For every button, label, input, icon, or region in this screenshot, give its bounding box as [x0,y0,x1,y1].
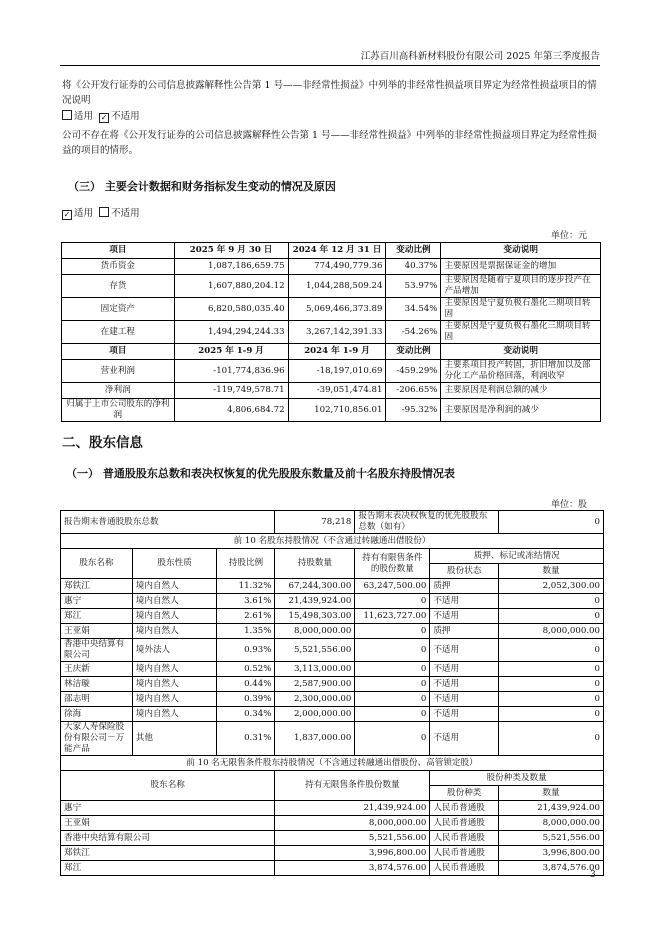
table-cell: 21,439,924.00 [499,801,604,816]
table-row [62,399,601,422]
nonrecurring-intro: 将《公开发行证券的公司信息披露解释性公告第 1 号——非经常性损益》中列举的非经常性损益项目界定为经常性损益项目的情况说明 [62,80,597,106]
section3-options [62,206,602,221]
table-row [61,861,604,876]
table-cell: 1,837,000.00 [275,722,355,756]
section-row [61,756,604,771]
shareholders-table [60,510,604,876]
option-yes: 适用 [74,111,94,122]
table-cell: 5,069,466,373.89 [288,298,386,321]
holder-name: 王亚娟 [61,816,275,831]
table-row [61,801,604,816]
table-cell: -39,051,474.81 [288,383,386,399]
table-cell: 不适用 [430,677,499,692]
table-row [62,360,601,383]
table-row [61,677,604,692]
table-cell: 3,113,000.00 [275,662,355,677]
table-row [61,846,604,861]
table-cell: 63,247,500.00 [355,579,430,594]
table-row [61,692,604,707]
table-cell: 质押 [430,579,499,594]
table-cell: 主要系项目投产转固，折旧增加以及部分化工产品价格回落，利润收窄 [441,360,601,383]
column-header: 持有有限售条件的股份数量 [355,549,430,579]
table-header-row [62,344,601,360]
table-cell: 境内自然人 [132,662,217,677]
table-cell: -459.29% [386,360,441,383]
table-cell: 11,623,727.00 [355,609,430,624]
table-cell: 境内自然人 [132,707,217,722]
column-header: 股份种类 [430,786,499,801]
table-cell: 不适用 [430,692,499,707]
table-row [61,662,604,677]
holder-name: 惠宁 [61,594,133,609]
row-label: 存货 [62,275,175,298]
table-cell: 主要原因是宁夏负极石墨化三期项目转固 [441,321,601,344]
table-cell: 0.44% [217,677,275,692]
page-number: 3 [590,870,596,880]
table-cell: 0 [499,692,604,707]
holder-name: 郑铁江 [61,579,133,594]
table-cell: 人民币普通股 [430,831,499,846]
table-cell: 3,874,576.00 [499,861,604,876]
column-header: 股份种类及数量 [430,771,604,786]
checkbox-empty-icon [99,207,109,217]
table-cell: 5,521,556.00 [275,639,355,662]
table-cell: 3.61% [217,594,275,609]
table-cell: 其他 [132,722,217,756]
table-cell: 人民币普通股 [430,816,499,831]
column-header: 股东名称 [61,771,275,801]
section-one-unit: 单位：股 [551,500,588,510]
table-cell: 不适用 [430,609,499,624]
checkbox-checked-icon: ✓ [100,113,108,122]
table-cell: 0 [355,722,430,756]
row-label: 净利润 [62,383,175,399]
holder-name: 香港中央结算有限公司 [61,639,133,662]
table-row [61,579,604,594]
column-header: 项目 [62,344,175,360]
table-cell: 0 [355,624,430,639]
column-header: 股东名称 [61,549,133,579]
column-header: 持有无限售条件股份数量 [275,771,430,801]
table-cell: 0.34% [217,707,275,722]
table-cell: 0.39% [217,692,275,707]
table-row [62,259,601,275]
table-cell: 1.35% [217,624,275,639]
table-cell: 0 [355,662,430,677]
column-header: 质押、标记或冻结情况 [430,549,604,564]
table-cell: 境内自然人 [132,609,217,624]
table-cell: 境外法人 [132,639,217,662]
table-cell: 3,874,576.00 [275,861,430,876]
column-header: 变动比例 [386,344,441,360]
column-header: 2024 年 1-9 月 [288,344,386,360]
table-cell: 8,000,000.00 [275,816,430,831]
total-holders-label: 报告期末普通股股东总数 [61,511,275,534]
table-cell: 1,607,880,204.12 [174,275,288,298]
summary-row [61,511,604,534]
table-row [62,298,601,321]
section3-unit: 单位：元 [551,231,588,241]
option-no: 不适用 [111,208,140,219]
table-cell: -206.65% [386,383,441,399]
table-cell: 不适用 [430,722,499,756]
table-cell: -101,774,836.96 [174,360,288,383]
checkbox-checked-icon: ✓ [63,210,71,219]
table-row [61,624,604,639]
row-label: 货币资金 [62,259,175,275]
row-label: 固定资产 [62,298,175,321]
table-cell: 0.52% [217,662,275,677]
table-cell: 0 [355,692,430,707]
table-cell: 0 [355,594,430,609]
table-header-row [62,243,601,259]
table-row [62,275,601,298]
table-cell: 0 [499,639,604,662]
table-cell: 4,806,684.72 [174,399,288,422]
column-header: 2025 年 1-9 月 [174,344,288,360]
holder-name: 郑江 [61,861,275,876]
nonrecurring-options [62,109,602,124]
table-row [61,594,604,609]
table-cell: 人民币普通股 [430,861,499,876]
table-cell: 67,244,300.00 [275,579,355,594]
table-cell: 0 [499,609,604,624]
table-row [61,831,604,846]
section-two-title: 二、股东信息 [62,435,143,451]
table-cell: 40.37% [386,259,441,275]
table-cell: 2,052,300.00 [499,579,604,594]
table-row [61,722,604,756]
column-header: 持股比例 [217,549,275,579]
table-cell: 3,996,800.00 [275,846,430,861]
table-cell: 21,439,924.00 [275,801,430,816]
table-cell: 2.61% [217,609,275,624]
table-cell: 人民币普通股 [430,846,499,861]
table-cell: 主要原因是随着宁夏项目的逐步投产在产品增加 [441,275,601,298]
table-cell: 8,000,000.00 [499,816,604,831]
table-cell: 5,521,556.00 [499,831,604,846]
holder-name: 郑铁江 [61,846,275,861]
row-label: 归属于上市公司股东的净利润 [62,399,175,422]
table-cell: -54.26% [386,321,441,344]
row-label: 在建工程 [62,321,175,344]
column-header: 项目 [62,243,175,259]
column-header: 变动说明 [441,243,601,259]
table-cell: 主要原因是净利润的减少 [441,399,601,422]
table-row [61,707,604,722]
section-one-title: （一） 普通股股东总数和表决权恢复的优先股股东数量及前十名股东持股情况表 [66,467,455,480]
preferred-holders-value: 0 [499,511,604,534]
column-header: 变动说明 [441,344,601,360]
table-cell: 质押 [430,624,499,639]
table-cell: -18,197,010.69 [288,360,386,383]
column-header: 变动比例 [386,243,441,259]
table-cell: 主要原因是利润总额的减少 [441,383,601,399]
table-cell: 21,439,924.00 [275,594,355,609]
table-header-row [61,771,604,786]
table-cell: -119,749,578.71 [174,383,288,399]
table-cell: 1,044,288,509.24 [288,275,386,298]
table-cell: 不适用 [430,639,499,662]
table-cell: 0 [499,662,604,677]
table-cell: 774,490,779.36 [288,259,386,275]
table-cell: 不适用 [430,662,499,677]
table-row [61,816,604,831]
holder-name: 徐海 [61,707,133,722]
table-row [61,639,604,662]
table-cell: 15,498,303.00 [275,609,355,624]
column-header: 2024 年 12 月 31 日 [288,243,386,259]
holder-name: 王庆新 [61,662,133,677]
table-cell: 34.54% [386,298,441,321]
table-cell: 0 [499,594,604,609]
table-cell: 人民币普通股 [430,801,499,816]
table-cell: 境内自然人 [132,594,217,609]
option-yes: 适用 [74,208,94,219]
holder-name: 惠宁 [61,801,275,816]
table-cell: 8,000,000.00 [275,624,355,639]
column-header: 2025 年 9 月 30 日 [174,243,288,259]
table-cell: 0 [355,677,430,692]
total-holders-value: 78,218 [275,511,355,534]
table-row [61,609,604,624]
table-cell: 3,996,800.00 [499,846,604,861]
preferred-holders-label: 报告期末表决权恢复的优先股股东总数（如有） [355,511,499,534]
table-cell: 0 [499,707,604,722]
table-cell: 102,710,856.01 [288,399,386,422]
table-header-row [61,549,604,564]
table-cell: 主要原因是票据保证金的增加 [441,259,601,275]
table-cell: 1,087,186,659.75 [174,259,288,275]
table-cell: 境内自然人 [132,677,217,692]
table-cell: 境内自然人 [132,692,217,707]
table-cell: 1,494,294,244.33 [174,321,288,344]
table-cell: 5,521,556.00 [275,831,430,846]
table-cell: 0 [499,677,604,692]
row-label: 营业利润 [62,360,175,383]
holder-name: 香港中央结算有限公司 [61,831,275,846]
table-cell: 0 [355,707,430,722]
checkbox-empty-icon [62,110,72,120]
table-cell: 0.93% [217,639,275,662]
holder-name: 郑江 [61,609,133,624]
section3-title: （三） 主要会计数据和财务指标发生变动的情况及原因 [68,180,336,193]
table-cell: 6,820,580,035.40 [174,298,288,321]
table-cell: 11.32% [217,579,275,594]
table-cell: 0.31% [217,722,275,756]
table-row [62,321,601,344]
table-cell: 境内自然人 [132,579,217,594]
unrestricted-title: 前 10 名无限售条件股东持股情况（不含通过转融通出借股份、高管锁定股） [61,756,604,771]
table-cell: 2,000,000.00 [275,707,355,722]
table-cell: 境内自然人 [132,624,217,639]
column-header: 股份状态 [430,564,499,579]
holder-name: 邵志明 [61,692,133,707]
table-cell: 3,267,142,391.33 [288,321,386,344]
page-header: 江苏百川高科新材料股份有限公司 2025 年第三季度报告 [60,48,600,66]
column-header: 数量 [499,564,604,579]
financial-changes-table [61,242,601,422]
table-cell: 主要原因是宁夏负极石墨化三期项目转固 [441,298,601,321]
table-cell: 2,300,000.00 [275,692,355,707]
holder-name: 林洁璇 [61,677,133,692]
nonrecurring-statement: 公司不存在将《公开发行证券的公司信息披露解释性公告第 1 号——非经常性损益》中列举的非经常性损益项目界定为经常性损益的项目的情形。 [62,130,597,156]
table-cell: 不适用 [430,594,499,609]
table-row [62,383,601,399]
option-no: 不适用 [111,111,140,122]
table-cell: 不适用 [430,707,499,722]
table-cell: -95.32% [386,399,441,422]
table-cell: 53.97% [386,275,441,298]
table-cell: 0 [499,722,604,756]
top10-title: 前 10 名股东持股情况（不含通过转融通出借股份） [61,534,604,549]
column-header: 数量 [499,786,604,801]
table-cell: 2,587,900.00 [275,677,355,692]
holder-name: 大家人寿保险股份有限公司－万能产品 [61,722,133,756]
column-header: 股东性质 [132,549,217,579]
table-cell: 8,000,000.00 [499,624,604,639]
section-row [61,534,604,549]
holder-name: 王亚娟 [61,624,133,639]
table-cell: 0 [355,639,430,662]
column-header: 持股数量 [275,549,355,579]
